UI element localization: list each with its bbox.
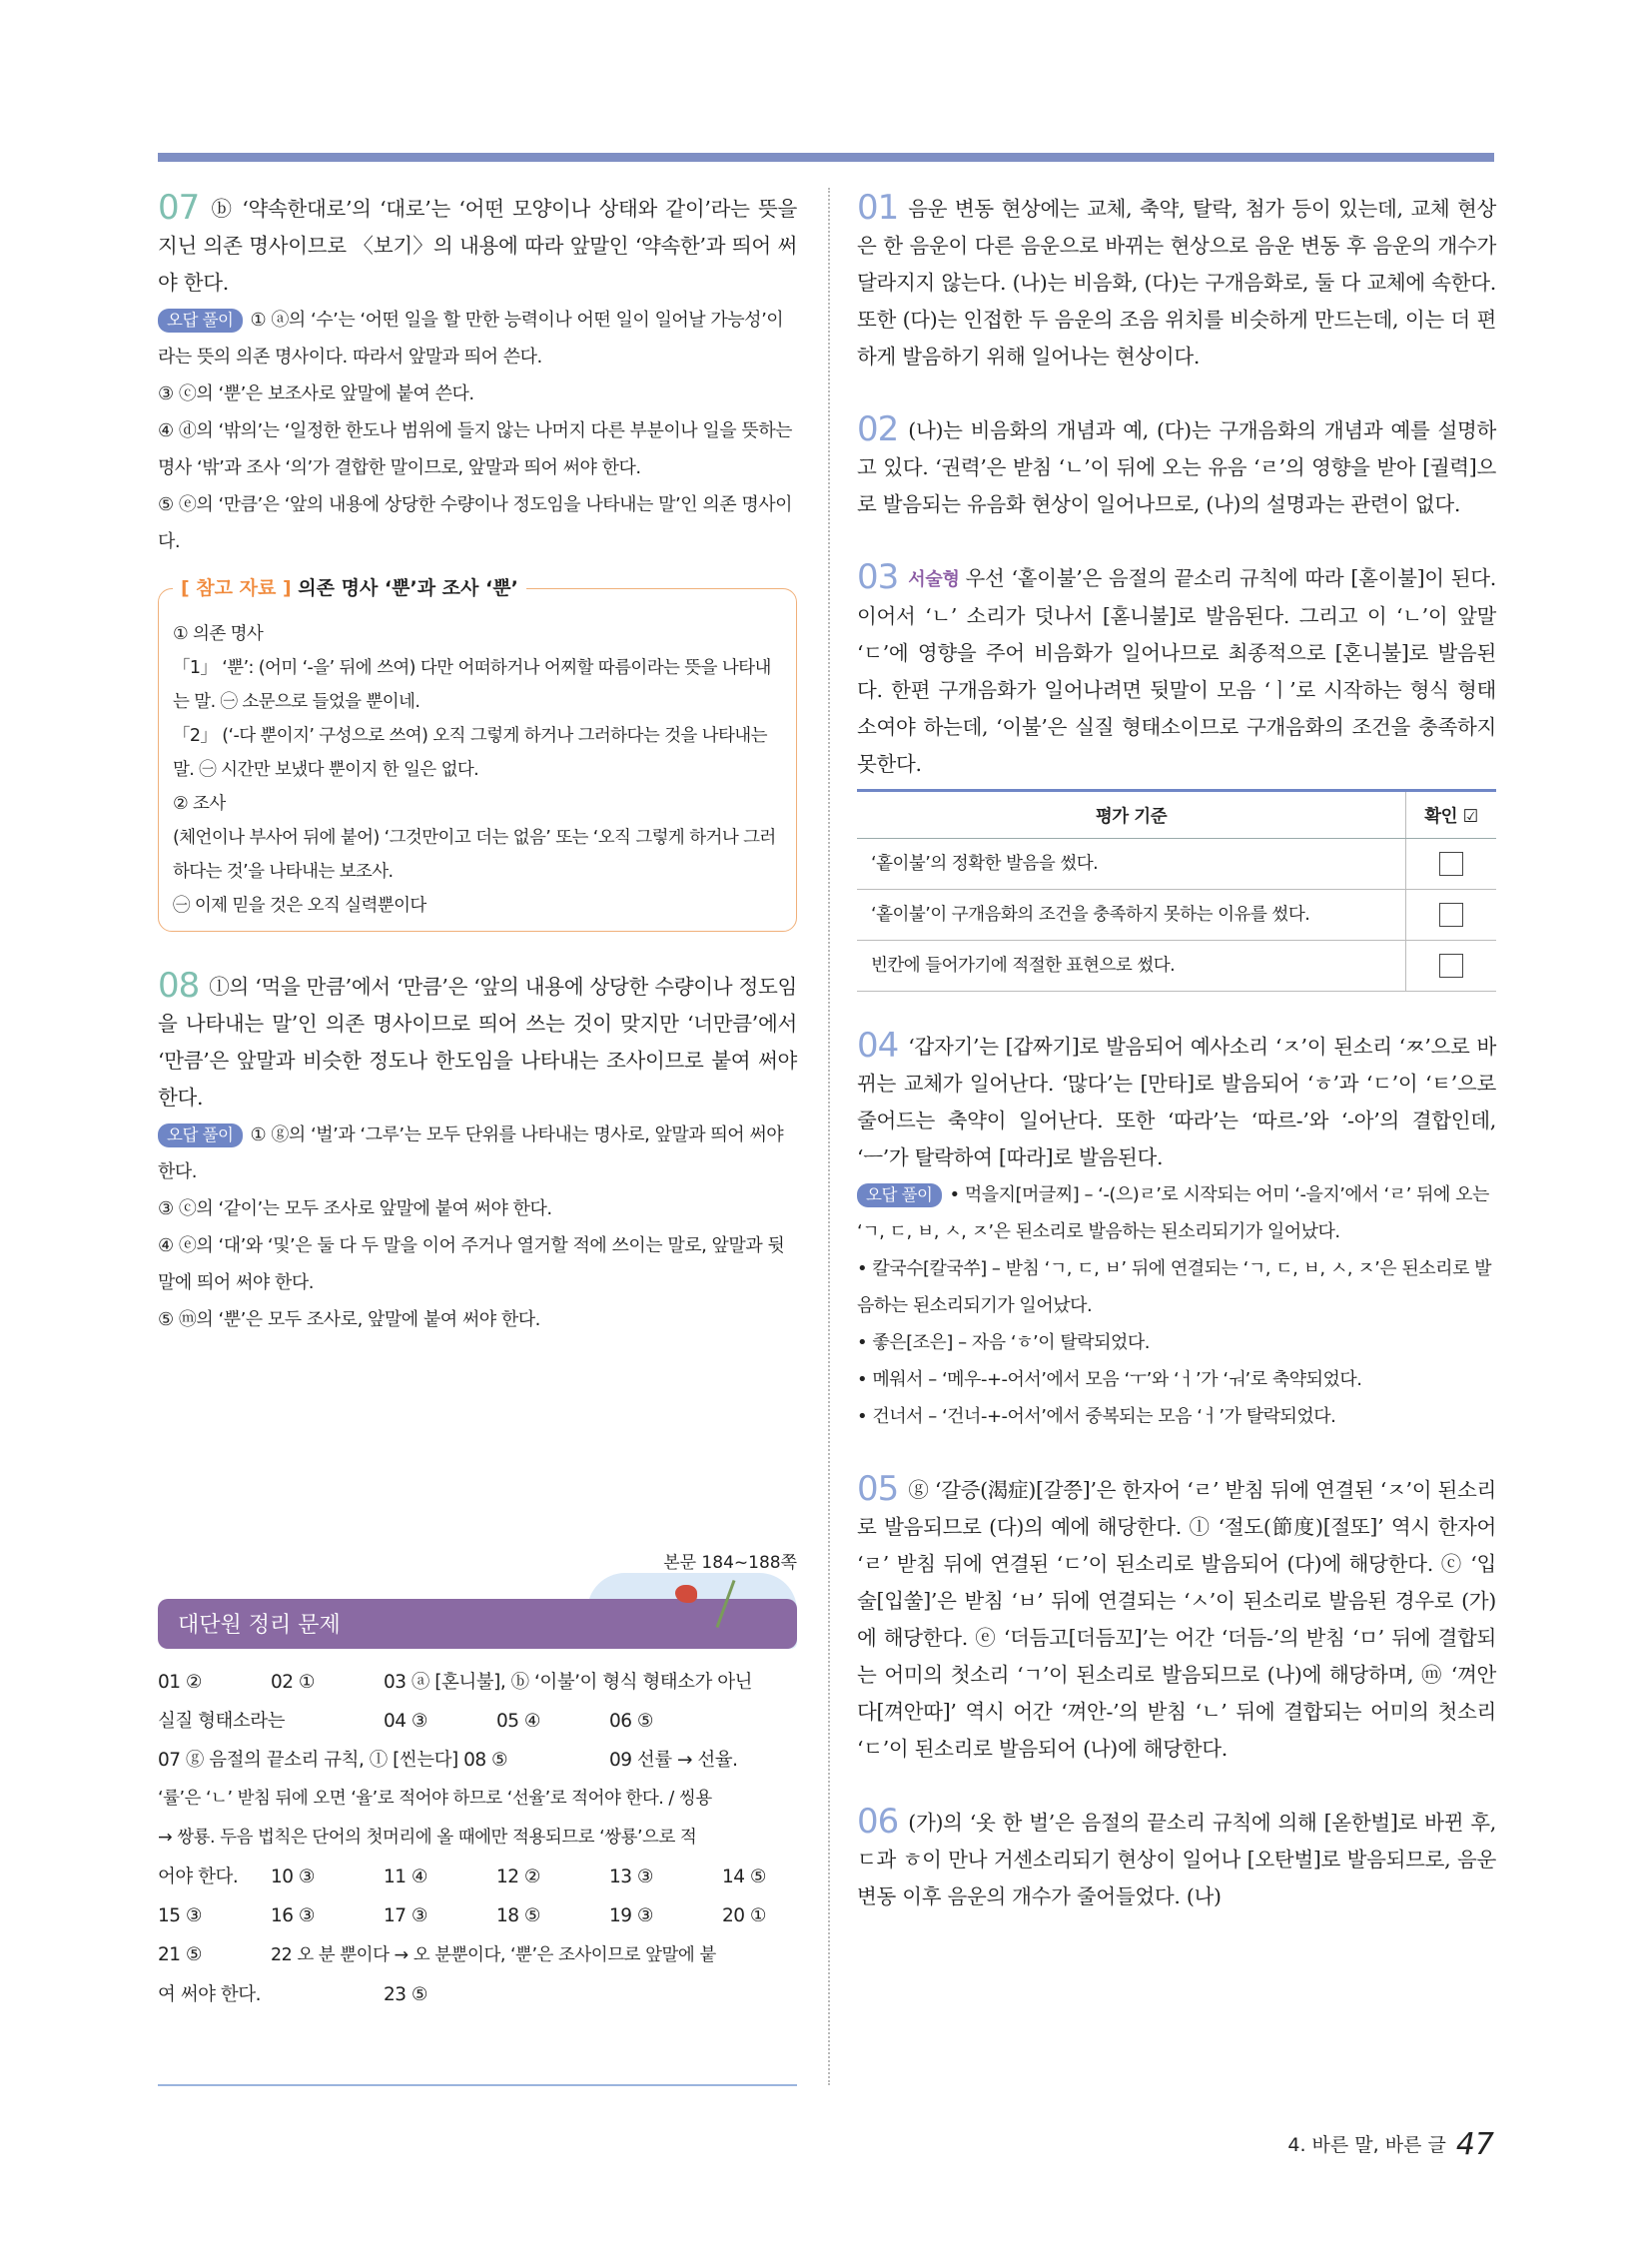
chapter-label: 4. 바른 말, 바른 글 <box>1287 2134 1446 2156</box>
summary-answers <box>158 1663 797 2014</box>
answer-body: 우선 ‘홑이불’은 음절의 끝소리 규칙에 따라 [혿이불]이 된다. 이어서 ‘ㄴ’ 소리가 덧나서 [혿니불]로 발음된다. 그리고 이 ‘ㄴ’이 앞말 ‘ㄷ’에 영향을 주어 비음화가 일어나므로 최종적으로 [혼니불]로 발음된다. 한편 구개음화가 일어나려면 뒷말이 모음 ‘ㅣ’로 시작하는 형식 형태소여야 하는데, ‘이불’은 실질 형태소이므로 구개음화의 조건을 충족하지 못한다. <box>857 566 1496 776</box>
question-number: 02 <box>857 409 899 449</box>
question-number: 05 <box>857 1469 899 1509</box>
answer-03 <box>857 559 1496 783</box>
table-row <box>857 941 1496 992</box>
answer-07 <box>158 190 797 560</box>
explanation-line: ④ ⓓ의 ‘밖의’는 ‘일정한 한도나 범위에 들지 않는 나머지 다른 부분이나 일을 뜻하는 명사 ‘밖’과 조사 ‘의’가 결합한 말이므로, 앞말과 띄어 써야 한다. <box>158 420 792 478</box>
explanation-line: • 칼국수[칼국쑤] – 받침 ‘ㄱ, ㄷ, ㅂ’ 뒤에 연결되는 ‘ㄱ, ㄷ, ㅂ, ㅅ, ㅈ’은 된소리로 발음하는 된소리되기가 일어났다. <box>857 1258 1492 1316</box>
answer-02 <box>857 411 1496 523</box>
checkbox[interactable] <box>1439 903 1463 927</box>
reference-line: 「1」 ‘뿐’: (어미 ‘-을’ 뒤에 쓰여) 다만 어떠하거나 어찌할 따름이라는 뜻을 나타내는 말. ㊀ 소문으로 들었을 뿐이네. <box>173 658 771 712</box>
answer-body: ‘갑자기’는 [갑짜기]로 발음되어 예사소리 ‘ㅈ’이 된소리 ‘ㅉ’으로 바뀌는 교체가 일어난다. ‘많다’는 [만타]로 발음되어 ‘ㅎ’과 ‘ㄷ’이 ‘ㅌ’으로 줄어드는 축약이 일어난다. 또한 ‘따라’는 ‘따르-’와 ‘-아’의 결합인데, ‘ㅡ’가 탈락하여 [따라]로 발음된다. <box>857 1035 1496 1169</box>
answer-body: (나)는 비음화의 개념과 예, (다)는 구개음화의 개념과 예를 설명하고 있다. ‘권력’은 받침 ‘ㄴ’이 뒤에 오는 유음 ‘ㄹ’의 영향을 받아 [궐력]으로 발음되는 유음화 현상이 일어나므로, (나)의 설명과는 관련이 없다. <box>857 418 1496 516</box>
essay-tag: 서술형 <box>908 569 960 590</box>
bottom-rule <box>158 2084 797 2086</box>
explanation-line: ③ ⓒ의 ‘같이’는 모두 조사로 앞말에 붙여 써야 한다. <box>158 1198 552 1219</box>
criteria-cell: ‘홑이불’의 정확한 발음을 썼다. <box>857 839 1406 890</box>
table-row <box>857 890 1496 941</box>
explanation-line: ④ ⓔ의 ‘대’와 ‘및’은 둘 다 두 말을 이어 주거나 열거할 적에 쓰이는 말로, 앞말과 뒷말에 띄어 써야 한다. <box>158 1235 785 1293</box>
top-rule <box>158 153 1494 162</box>
summary-header <box>158 1599 797 1649</box>
answer-row: 01 ② 02 ① 03 ⓐ [혼니불], ⓑ ‘이불’이 형식 형태소가 아닌 <box>158 1672 752 1693</box>
question-number: 08 <box>158 966 200 1006</box>
reference-line: (체언이나 부사어 뒤에 붙어) ‘그것만이고 더는 없음’ 또는 ‘오직 그렇게 하거나 그러하다는 것’을 나타내는 보조사. <box>173 828 776 882</box>
explanation-line: ① ⓖ의 ‘벌’과 ‘그루’는 모두 단위를 나타내는 명사로, 앞말과 띄어 써야 한다. <box>158 1124 784 1182</box>
answer-row: 21 ⑤ 22 오 분 뿐이다 → 오 분뿐이다, ‘뿐’은 조사이므로 앞말에 붙 <box>158 1944 716 1965</box>
explanation-line: ③ ⓒ의 ‘뿐’은 보조사로 앞말에 붙여 쓴다. <box>158 383 474 404</box>
question-number: 01 <box>857 188 899 228</box>
page-footer <box>1287 2127 1494 2162</box>
odap-badge: 오답 풀이 <box>857 1183 942 1207</box>
question-number: 04 <box>857 1026 899 1066</box>
answer-05 <box>857 1471 1496 1768</box>
answer-06 <box>857 1804 1496 1915</box>
checkbox[interactable] <box>1439 954 1463 978</box>
answer-body: ⓖ ‘갈증(渴症)[갈쯩]’은 한자어 ‘ㄹ’ 받침 뒤에 연결된 ‘ㅈ’이 된소리로 발음되므로 (다)의 예에 해당한다. ⓛ ‘절도(節度)[절또]’ 역시 한자어 ‘ㄹ’ 받침 뒤에 연결된 ‘ㄷ’이 된소리로 발음되어 (다)에 해당한다. ⓒ ‘입술[입쑬]’은 받침 ‘ㅂ’ 뒤에 연결되는 ‘ㅅ’이 된소리로 발음된 경우로 (가)에 해당한다. ⓔ ‘더듬고[더듬꼬]’는 어간 ‘더듬-’의 받침 ‘ㅁ’ 뒤에 결합되는 어미의 첫소리 ‘ㄱ’이 된소리로 발음되므로 (나)에 해당하며, ⓜ ‘껴안다[껴안따]’ 역시 어간 ‘껴안-’의 받침 ‘ㄴ’ 뒤에 결합되는 어미의 첫소리 ‘ㄷ’이 된소리로 발음되어 (나)에 해당한다. <box>857 1478 1496 1761</box>
question-number: 03 <box>857 557 899 597</box>
odap-badge: 오답 풀이 <box>158 1123 243 1147</box>
summary-title: 대단원 정리 문제 <box>178 1613 341 1638</box>
reference-title: [ 참고 자료 ] 의존 명사 ‘뿐’과 조사 ‘뿐’ <box>173 573 526 600</box>
answer-row: 15 ③ 16 ③ 17 ③ 18 ⑤ 19 ③ 20 ① <box>158 1905 767 1926</box>
answer-body: ⓛ의 ‘먹을 만큼’에서 ‘만큼’은 ‘앞의 내용에 상당한 수량이나 정도임을 나타내는 말’인 의존 명사이므로 띄어 쓰는 것이 맞지만 ‘너만큼’에서 ‘만큼’은 앞말과 비슷한 정도나 한도임을 나타내는 조사이므로 붙여 써야 한다. <box>158 975 797 1110</box>
answer-row: 어야 한다. 10 ③ 11 ④ 12 ② 13 ③ 14 ⑤ <box>158 1867 767 1887</box>
reference-line: 「2」 (‘-다 뿐이지’ 구성으로 쓰여) 오직 그렇게 하거나 그러하다는 것을 나타내는 말. ㊀ 시간만 보냈다 뿐이지 한 일은 없다. <box>173 726 767 780</box>
answer-body: ⓑ ‘약속한대로’의 ‘대로’는 ‘어떤 모양이나 상태와 같이’라는 뜻을 지닌 의존 명사이므로 〈보기〉의 내용에 따라 앞말인 ‘약속한’과 띄어 써야 한다. <box>158 197 797 295</box>
explanation-line: ⑤ ⓜ의 ‘뿐’은 모두 조사로, 앞말에 붙여 써야 한다. <box>158 1309 540 1330</box>
answer-body: 음운 변동 현상에는 교체, 축약, 탈락, 첨가 등이 있는데, 교체 현상은 한 음운이 다른 음운으로 바뀌는 현상으로 음운 변동 후 음운의 개수가 달라지지 않는다. (나)는 비음화, (다)는 구개음화로, 둘 다 교체에 속한다. 또한 (다)는 인접한 두 음운의 조음 위치를 비슷하게 만드는데, 이는 더 편하게 발음하기 위해 일어나는 현상이다. <box>857 197 1496 369</box>
table-row <box>857 839 1496 890</box>
reference-line: ㊀ 이제 믿을 것은 오직 실력뿐이다 <box>173 896 426 916</box>
reference-line: ① 의존 명사 <box>173 624 264 644</box>
answer-body: (가)의 ‘옷 한 벌’은 음절의 끝소리 규칙에 의해 [옫한벌]로 바뀐 후, ㄷ과 ㅎ이 만나 거센소리되기 현상이 일어나 [오탄벌]로 발음되므로, 음운 변동 이후 음운의 개수가 줄어들었다. (나) <box>857 1811 1496 1908</box>
answer-row: → 쌍룡. 두음 법칙은 단어의 첫머리에 올 때에만 적용되므로 ‘쌍룡’으로 적 <box>158 1828 697 1848</box>
page-number: 47 <box>1455 2127 1494 2162</box>
column-divider <box>828 188 830 2085</box>
answer-01 <box>857 190 1496 375</box>
page-reference: 본문 184~188쪽 <box>663 1553 797 1573</box>
answer-04 <box>857 1028 1496 1435</box>
question-number: 07 <box>158 188 200 228</box>
right-column <box>857 190 1496 1915</box>
answer-08 <box>158 968 797 1338</box>
evaluation-table <box>857 789 1496 992</box>
checkbox[interactable] <box>1439 852 1463 876</box>
explanation-line: • 먹을지[머글찌] – ‘-(으)ㄹ’로 시작되는 어미 ‘-을지’에서 ‘ㄹ’ 뒤에 오는 ‘ㄱ, ㄷ, ㅂ, ㅅ, ㅈ’은 된소리로 발음하는 된소리되기가 일어났다. <box>857 1184 1489 1242</box>
criteria-header: 평가 기준 <box>857 791 1406 839</box>
answer-row: 실질 형태소라는 04 ③ 05 ④ 06 ⑤ <box>158 1711 654 1732</box>
reference-line: ② 조사 <box>173 794 226 814</box>
answer-row: ‘률’은 ‘ㄴ’ 받침 뒤에 오면 ‘율’로 적어야 하므로 ‘선율’로 적어야 한다. / 씽용 <box>158 1789 712 1809</box>
explanation-line: ⑤ ⓔ의 ‘만큼’은 ‘앞의 내용에 상당한 수량이나 정도임을 나타내는 말’인 의존 명사이다. <box>158 494 792 552</box>
question-number: 06 <box>857 1802 899 1842</box>
reference-box <box>158 577 797 932</box>
criteria-cell: 빈칸에 들어가기에 적절한 표현으로 썼다. <box>857 941 1406 992</box>
explanation-line: ① ⓐ의 ‘수’는 ‘어떤 일을 할 만한 능력이나 어떤 일이 일어날 가능성’이라는 뜻의 의존 명사이다. 따라서 앞말과 띄어 쓴다. <box>158 310 784 368</box>
explanation-line: • 좋은[조은] – 자음 ‘ㅎ’이 탈락되었다. <box>857 1332 1150 1353</box>
left-column <box>158 190 797 2014</box>
answer-row: 07 ⓖ 음절의 끝소리 규칙, ⓛ [씬는다] 08 ⑤ 09 선률 → 선율. <box>158 1750 738 1771</box>
criteria-cell: ‘홑이불’이 구개음화의 조건을 충족하지 못하는 이유를 썼다. <box>857 890 1406 941</box>
bird-icon <box>675 1585 697 1603</box>
odap-badge: 오답 풀이 <box>158 309 243 333</box>
explanation-line: • 메워서 – ‘메우-+-어서’에서 모음 ‘ㅜ’와 ‘ㅓ’가 ‘ㅝ’로 축약되었다. <box>857 1369 1362 1390</box>
check-header: 확인 ☑ <box>1406 791 1497 839</box>
explanation-line: • 건너서 – ‘건너-+-어서’에서 중복되는 모음 ‘ㅓ’가 탈락되었다. <box>857 1406 1336 1427</box>
answer-row: 여 써야 한다. 23 ⑤ <box>158 1984 428 2005</box>
